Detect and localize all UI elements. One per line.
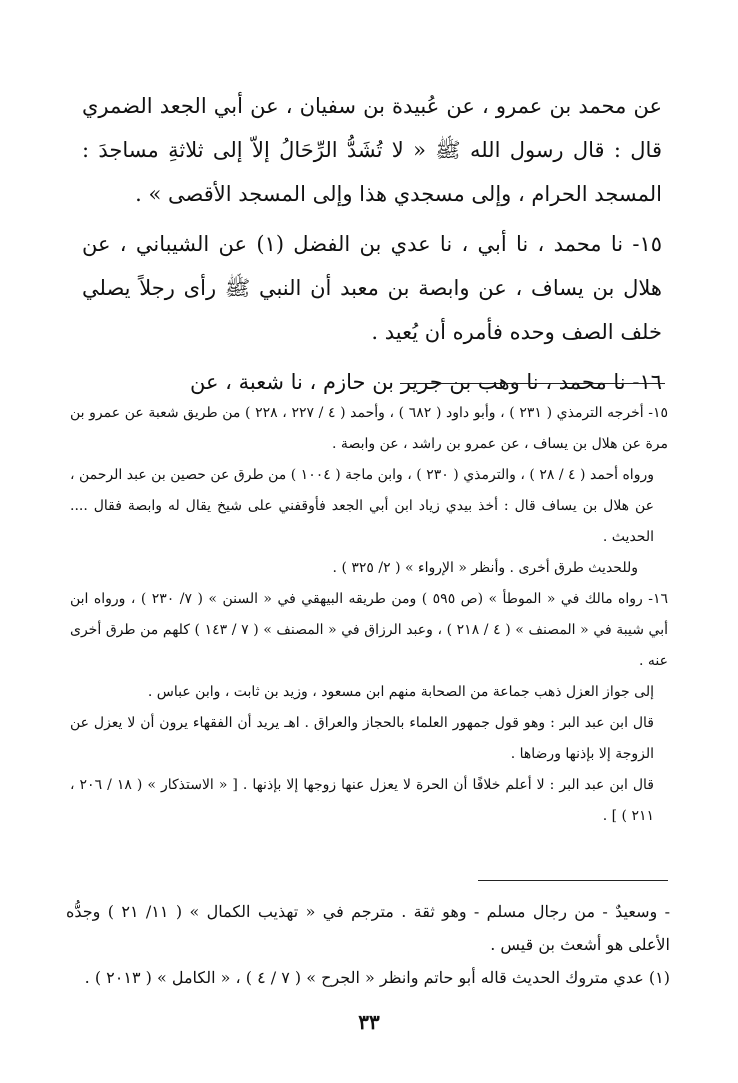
footnote-16-a: ١٦- رواه مالك في « الموطأ » (ص ٥٩٥ ) ومن طريقه البيهقي في « السنن » ( ٧/ ٢٣٠ ) ، ورواه ابن أبي شيبة في « المصنف » ( ٤ / ٢١٨ ) ، وعبد الرزاق في « المصنف » ( ٧ / ١٤٣ ) كلهم من طرق أخرى عنه . [70,591,669,669]
footnote-16-b: إلى جواز العزل ذهب جماعة من الصحابة منهم ابن مسعود ، وزيد بن ثابت ، وابن عباس . [147,684,654,700]
footnote-15-a: ١٥- أخرجه الترمذي ( ٢٣١ ) ، وأبو داود ( ٦٨٢ ) ، وأحمد ( ٤ / ٢٢٧ ، ٢٢٨ ) من طريق شعبة عن عمرو بن مرة عن هلال بن يساف ، عن عمرو بن راشد ، عن وابصة . [70,405,669,452]
footnote-16-c: قال ابن عبد البر : وهو قول جمهور العلماء بالحجاز والعراق . اهـ يريد أن الفقهاء يرون أن لا يعزل عن الزوجة إلا بإذنها ورضاها . [70,715,654,762]
main-text [82,84,662,410]
footnote-separator-2 [478,880,668,881]
footnote-15-c: وللحديث طرق أخرى . وأنظر « الإرواء » ( ٢/ ٣٢٥ ) . [332,560,638,576]
notes-bottom [66,895,670,994]
footnote-separator [400,383,665,384]
page-number: ٣٣ [358,1010,380,1034]
paragraph-hadith-16: ١٦- نا محمد ، نا وهب بن جرير بن حازم ، نا شعبة ، عن [189,370,662,394]
footnote-15-b: ورواه أحمد ( ٤ / ٢٨ ) ، والترمذي ( ٢٣٠ ) ، وابن ماجة ( ١٠٠٤ ) من طرق عن حصين بن عبد الرحمن ، عن هلال بن يساف قال : أخذ بيدي زياد ابن أبي الجعد فأوقفني على شيخ يقال له وابصة فقال .... الحديث . [70,467,654,545]
paragraph-hadith-15: ١٥- نا محمد ، نا أبي ، نا عدي بن الفضل (١) عن الشيباني ، عن هلال بن يساف ، عن وابصة بن معبد أن النبي ﷺ رأى رجلاً يصلي خلف الصف وحده فأمره أن يُعيد . [82,232,662,344]
paragraph-1: عن محمد بن عمرو ، عن عُبيدة بن سفيان ، عن أبي الجعد الضمري قال : قال رسول الله ﷺ « لا تُشَدُّ الرِّحَالُ إلاّ إلى ثلاثةِ مساجدَ : المسجد الحرام ، وإلى مسجدي هذا وإلى المسجد الأقصى » . [82,94,662,206]
note-1-adi: (١) عدي متروك الحديث قاله أبو حاتم وانظر « الجرح » ( ٧ / ٤ ) ، « الكامل » ( ٢٠١٣ ) . [84,968,670,987]
footnote-16-d: قال ابن عبد البر : لا أعلم خلافًا أن الحرة لا يعزل عنها زوجها إلا بإذنها . [ « الاستذكار » ( ١٨ / ٢٠٦ ، ٢١١ ) ] . [70,777,655,824]
footnotes [70,398,668,832]
note-said: - وسعيدٌ - من رجال مسلم - وهو ثقة . مترجم في « تهذيب الكمال » ( ١١/ ٢١ ) وجدُّه الأعلى هو أشعث بن قيس . [66,902,671,954]
